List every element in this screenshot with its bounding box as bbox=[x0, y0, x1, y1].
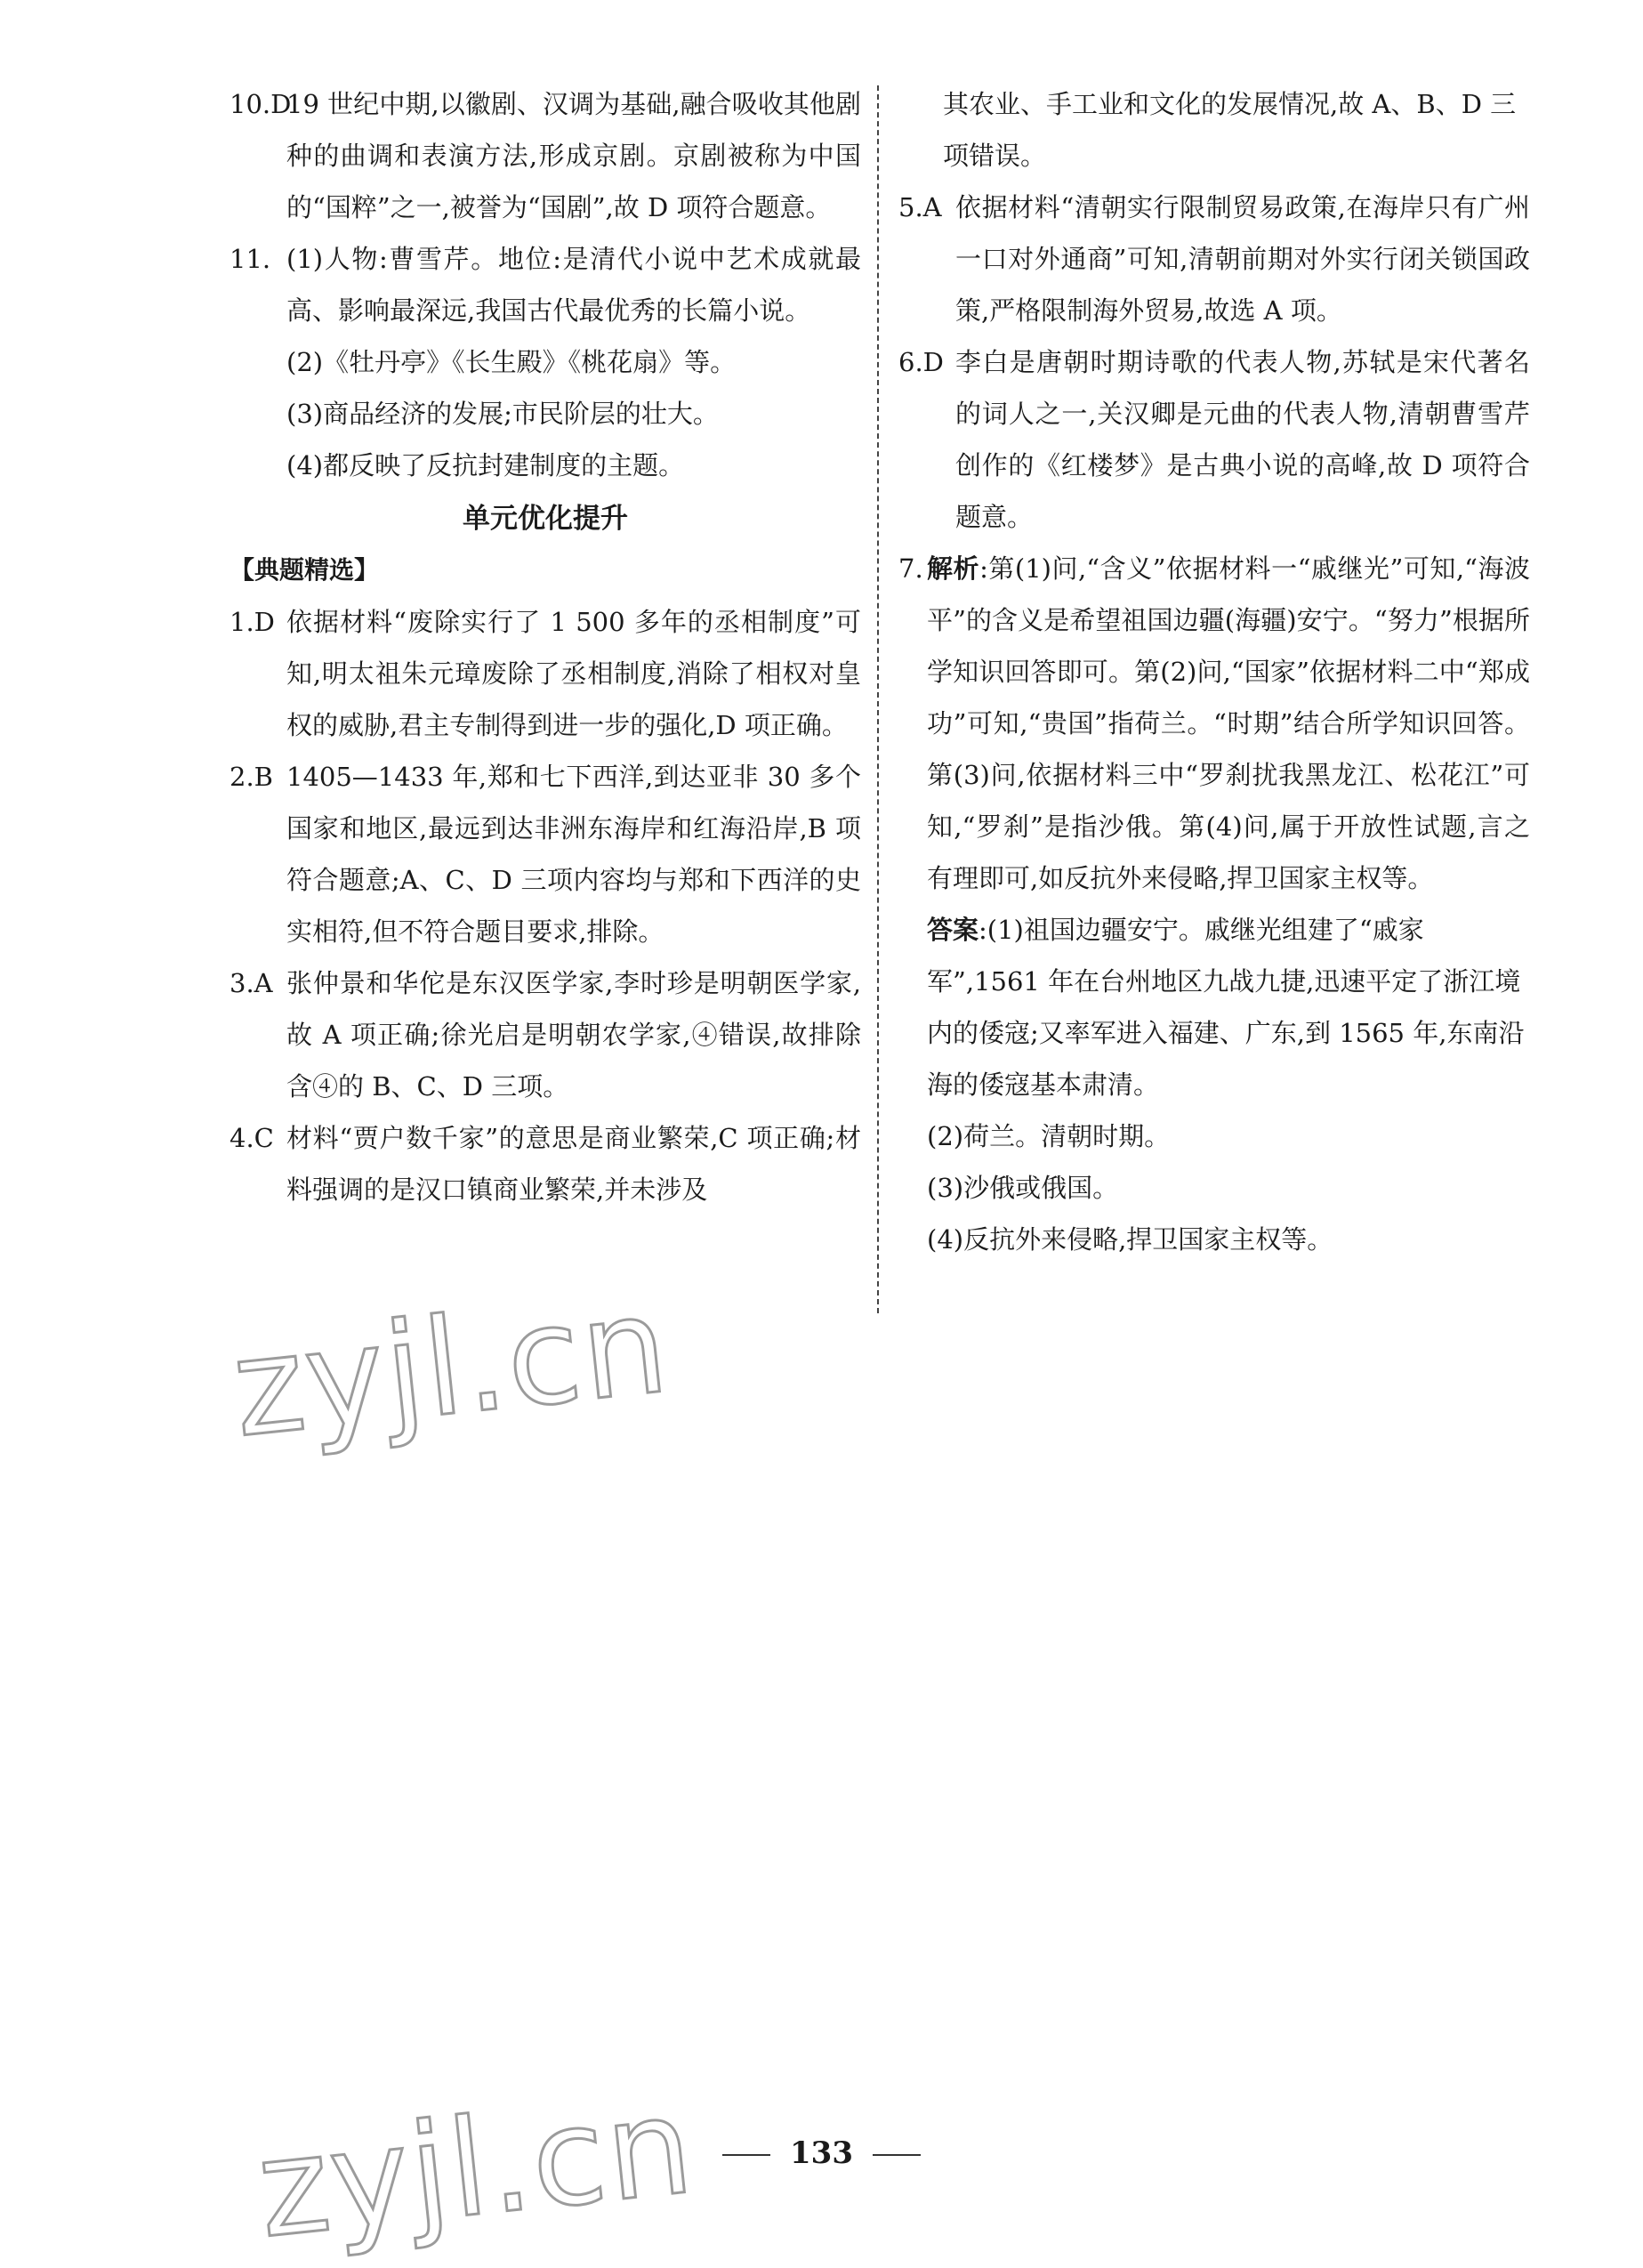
item-text: 19 世纪中期,以徽剧、汉调为基础,融合吸收其他剧种的曲调和表演方法,形成京剧。京剧被称为中国的“国粹”之一,被誉为“国剧”,故 D 项符合题意。 bbox=[286, 89, 861, 222]
answer-item-3 bbox=[230, 957, 861, 1112]
item-number: 4.C bbox=[230, 1123, 274, 1153]
section-tag: 【典题精选】 bbox=[230, 555, 380, 585]
answer-7-block bbox=[898, 904, 1530, 1110]
watermark: zyjl.cn bbox=[251, 2068, 701, 2268]
item-text: 依据材料“废除实行了 1 500 多年的丞相制度”可知,明太祖朱元璋废除了丞相制度,消除了相权对皇权的威胁,君主专制得到进一步的强化,D 项正确。 bbox=[286, 607, 861, 740]
item-text: 材料“贾户数千家”的意思是商业繁荣,C 项正确;材料强调的是汉口镇商业繁荣,并未涉及 bbox=[286, 1123, 861, 1205]
answer-label: 答案 bbox=[927, 915, 979, 945]
footer-dash-right bbox=[873, 2154, 921, 2156]
item-number: 1.D bbox=[230, 607, 275, 637]
page-number-footer bbox=[0, 2135, 1643, 2171]
answer-item-4 bbox=[230, 1112, 861, 1215]
page-number: 133 bbox=[790, 2135, 853, 2171]
item-number: 3.A bbox=[230, 968, 273, 998]
analysis-text: :第(1)问,“含义”依据材料一“戚继光”可知,“海波平”的含义是希望祖国边疆(海疆)安宁。“努力”根据所学知识回答即可。第(2)问,“国家”依据材料二中“郑成功”可知,“贵国”指荷兰。“时期”结合所学知识回答。第(3)问,依据材料三中“罗刹扰我黑龙江、松花江”可知,“罗刹”是指沙俄。第(4)问,属于开放性试题,言之有理即可,如反抗外来侵略,捍卫国家主权等。 bbox=[927, 553, 1530, 893]
answer-11-part3: (3)商品经济的发展;市民阶层的壮大。 bbox=[286, 399, 719, 429]
answer-7-part2: (2)荷兰。清朝时期。 bbox=[927, 1121, 1171, 1151]
answer-4-continued: 其农业、手工业和文化的发展情况,故 A、B、D 三项错误。 bbox=[943, 89, 1517, 171]
item-text: 李白是唐朝时期诗歌的代表人物,苏轼是宋代著名的词人之一,关汉卿是元曲的代表人物,清朝曹雪芹创作的《红楼梦》是古典小说的高峰,故 D 项符合题意。 bbox=[955, 347, 1530, 532]
item-number: 2.B bbox=[230, 762, 273, 792]
item-text bbox=[927, 543, 1530, 904]
left-column bbox=[230, 78, 861, 1215]
footer-dash-left bbox=[722, 2154, 770, 2156]
item-text: 张仲景和华佗是东汉医学家,李时珍是明朝医学家,故 A 项正确;徐光启是明朝农学家,④错误,故排除含④的 B、C、D 三项。 bbox=[286, 968, 861, 1102]
item-text: (1)人物:曹雪芹。地位:是清代小说中艺术成就最高、影响最深远,我国古代最优秀的长篇小说。 bbox=[286, 244, 861, 326]
watermark: zyjl.cn bbox=[226, 1267, 676, 1468]
analysis-label: 解析 bbox=[927, 553, 980, 584]
answer-item-6 bbox=[898, 336, 1530, 543]
answer-item-5 bbox=[898, 182, 1530, 336]
column-divider bbox=[877, 85, 879, 1313]
answer-11-part2: (2)《牡丹亭》《长生殿》《桃花扇》等。 bbox=[286, 347, 737, 377]
item-number: 11. bbox=[230, 244, 271, 274]
item-number: 5.A bbox=[898, 192, 942, 222]
item-text: 1405—1433 年,郑和七下西洋,到达亚非 30 多个国家和地区,最远到达非洲东海岸和红海沿岸,B 项符合题意;A、C、D 三项内容均与郑和下西洋的史实相符,但不符合题目要求,排除。 bbox=[286, 762, 861, 947]
item-number: 6.D bbox=[898, 347, 944, 377]
answer-7-part4: (4)反抗外来侵略,捍卫国家主权等。 bbox=[927, 1224, 1333, 1255]
answer-item-1 bbox=[230, 596, 861, 751]
item-text: 依据材料“清朝实行限制贸易政策,在海岸只有广州一口对外通商”可知,清朝前期对外实行闭关锁国政策,严格限制海外贸易,故选 A 项。 bbox=[955, 192, 1530, 326]
item-number: 10.D bbox=[230, 89, 292, 119]
answer-item-11 bbox=[230, 233, 861, 336]
item-number: 7. bbox=[898, 553, 923, 584]
answer-7-part1: :(1)祖国边疆安宁。戚继光组建了“戚家军”,1561 年在台州地区九战九捷,迅速平定了浙江境内的倭寇;又率军进入福建、广东,到 1565 年,东南沿海的倭寇基本肃清。 bbox=[927, 915, 1525, 1100]
answer-11-part4: (4)都反映了反抗封建制度的主题。 bbox=[286, 450, 685, 480]
section-title: 单元优化提升 bbox=[463, 503, 628, 535]
answer-item-10 bbox=[230, 78, 861, 233]
answer-7-part3: (3)沙俄或俄国。 bbox=[927, 1173, 1119, 1203]
answer-item-2 bbox=[230, 751, 861, 957]
right-column bbox=[898, 78, 1530, 1265]
answer-item-7 bbox=[898, 543, 1530, 904]
